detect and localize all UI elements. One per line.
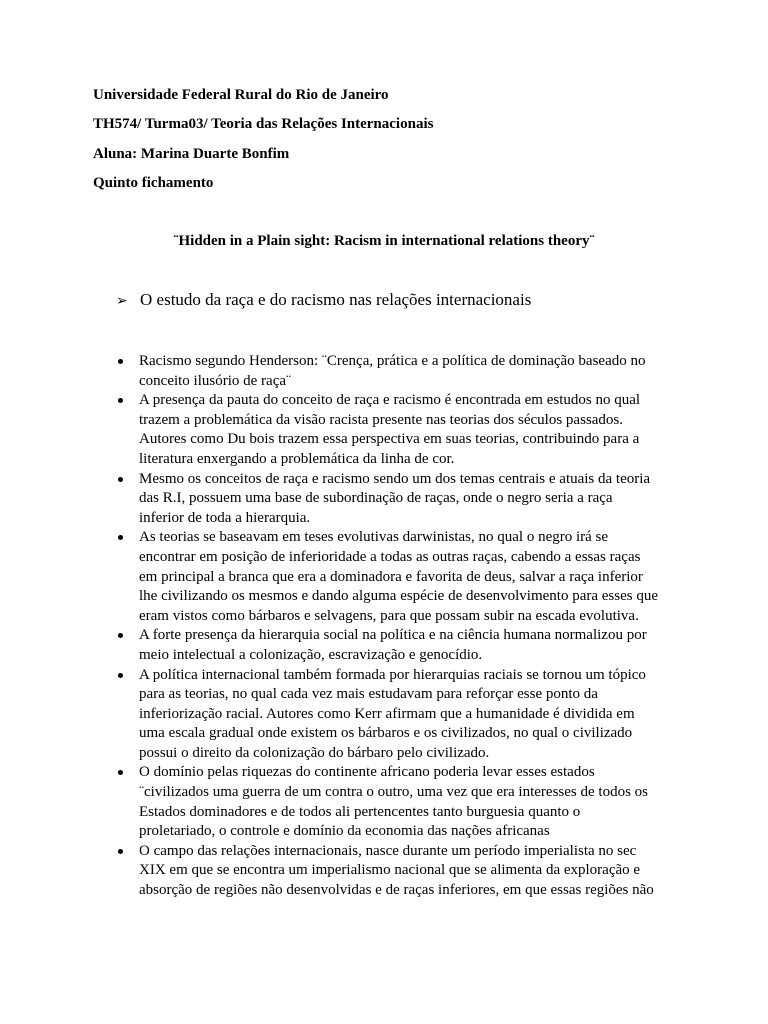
bullet-dot-icon (118, 673, 123, 678)
bullet-line: XIX em que se encontra um imperialismo nacional que se alimenta da exploração e (139, 862, 641, 879)
bullet-dot-icon (118, 633, 123, 638)
bullet-dot-icon (118, 359, 123, 364)
bullet-line: Racismo segundo Henderson: ¨Crença, prática e a política de dominação baseado no (139, 353, 646, 369)
bullet-item (116, 763, 676, 841)
bullet-line: A presença da pauta do conceito de raça e racismo é encontrada em estudos no qual (139, 392, 641, 409)
university-name: Universidade Federal Rural do Rio de Janeiro (93, 87, 389, 103)
bullet-line: meio intelectual a colonização, escravização e genocídio. (139, 646, 483, 663)
course-code: TH574/ Turma03/ Teoria das Relações Internacionais (93, 116, 434, 132)
bullet-list (116, 352, 676, 901)
bullet-item (116, 391, 676, 469)
bullet-line: A política internacional também formada por hierarquias raciais se tornou um tópico (139, 666, 646, 683)
bullet-dot-icon (118, 398, 123, 403)
bullet-line: inferior de toda a hierarquia. (139, 509, 311, 526)
bullet-line: em principal a branca que era a dominadora e favorita de deus, salvar a raça inferior (139, 568, 643, 585)
bullet-line: inferiorização racial. Autores como Kerr afirmam que a humanidade é dividida em (139, 705, 635, 722)
section-heading: O estudo da raça e do racismo nas relações internacionais (140, 290, 532, 309)
bullet-line: absorção de regiões não desenvolvidas e de raças inferiores, em que essas regiões não (139, 882, 654, 899)
student-name: Aluna: Marina Duarte Bonfim (93, 146, 290, 162)
bullet-line: As teorias se baseavam em teses evolutivas darwinistas, no qual o negro irá se (139, 529, 609, 546)
bullet-item (116, 528, 676, 626)
assignment-label: Quinto fichamento (93, 175, 214, 191)
bullet-line: uma escala gradual onde existem os bárbaros e os civilizados, no qual o civilizado (139, 725, 633, 742)
arrow-bullet-icon: ➢ (116, 294, 128, 309)
bullet-line: das R.I, possuem uma base de subordinação de raças, onde o negro seria a raça (139, 490, 613, 507)
bullet-dot-icon (118, 770, 123, 775)
bullet-dot-icon (118, 535, 123, 540)
bullet-item (116, 842, 676, 901)
bullet-line: possui o direito da colonização do bárbaro pelo civilizado. (139, 744, 490, 761)
bullet-line: eram vistos como bárbaros e selvagens, para que possam subir na escada evolutiva. (139, 607, 639, 624)
bullet-dot-icon (118, 477, 123, 482)
section-heading-row (116, 290, 531, 310)
bullet-item (116, 352, 676, 391)
bullet-item (116, 666, 676, 764)
bullet-line: Autores como Du bois trazem essa perspectiva em suas teorias, contribuindo para a (139, 431, 640, 448)
bullet-line: O domínio pelas riquezas do continente africano poderia levar esses estados (139, 764, 595, 781)
document-title: ¨Hidden in a Plain sight: Racism in international relations theory¨ (173, 233, 595, 249)
bullet-line: conceito ilusório de raça¨ (139, 372, 292, 389)
bullet-line: ¨civilizados uma guerra de um contra o outro, uma vez que era interesses de todos os (139, 784, 648, 801)
bullet-item (116, 470, 676, 529)
bullet-line: trazem a problemática da visão racista presente nas teorias dos séculos passados. (139, 411, 623, 428)
bullet-line: literatura enxergando a problemática da linha de cor. (139, 450, 455, 467)
bullet-dot-icon (118, 849, 123, 854)
bullet-line: proletariado, o controle e domínio da economia das nações africanas (139, 823, 550, 840)
bullet-line: Mesmo os conceitos de raça e racismo sendo um dos temas centrais e atuais da teoria (139, 470, 651, 487)
bullet-line: lhe civilizando os mesmos e dando alguma espécie de desenvolvimento para esses que (139, 588, 659, 605)
bullet-line: para as teorias, no qual cada vez mais estudavam para reforçar esse ponto da (139, 686, 598, 703)
bullet-line: Estados dominadores e de todos ali pertencentes tanto burguesia quanto o (139, 803, 581, 820)
bullet-line: A forte presença da hierarquia social na política e na ciência humana normalizou por (139, 627, 647, 644)
bullet-item (116, 626, 676, 665)
bullet-line: encontrar em posição de inferioridade a todas as outras raças, cabendo a essas raças (139, 548, 641, 565)
bullet-line: O campo das relações internacionais, nasce durante um período imperialista no sec (139, 842, 637, 859)
